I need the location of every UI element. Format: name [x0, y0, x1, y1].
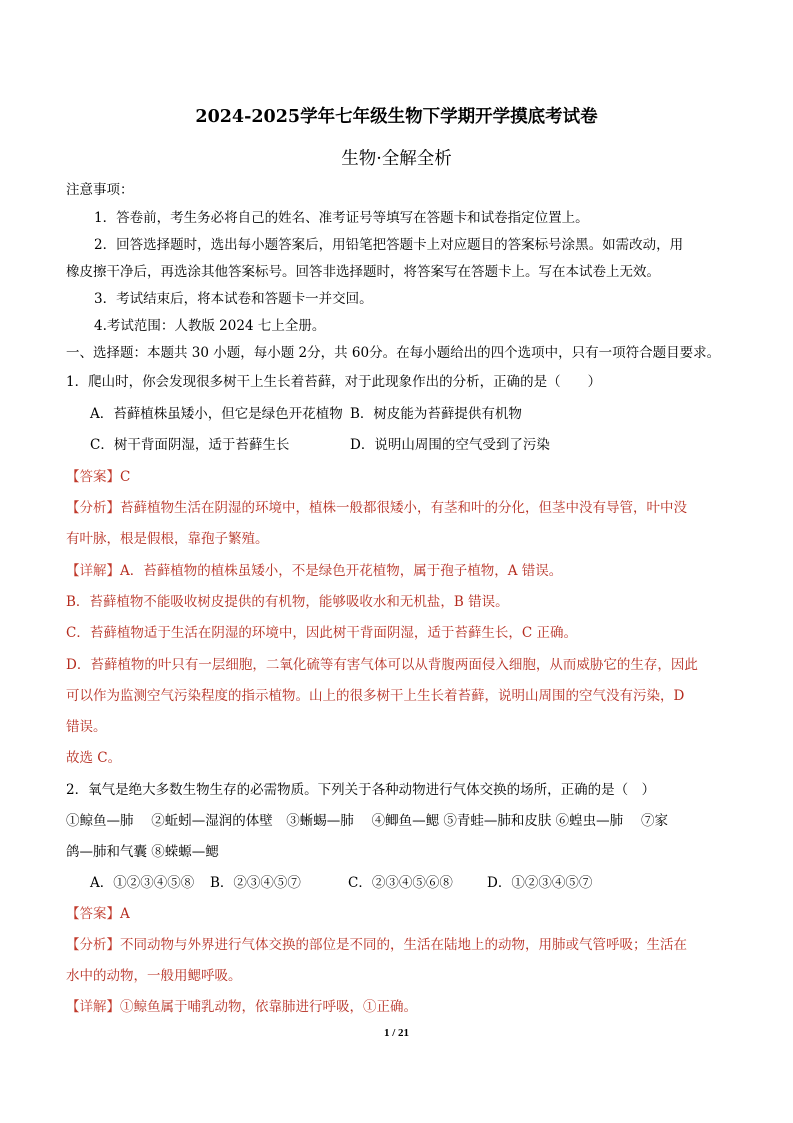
detail-tag: 【详解】	[66, 563, 120, 579]
notice-item-3: 3．考试结束后，将本试卷和答题卡一并交回。	[94, 291, 373, 307]
notice-item-2-cont: 橡皮擦干净后，再选涂其他答案标号。回答非选择题时，将答案写在答题卡上。写在本试卷上无效。	[66, 264, 660, 280]
page-number: 1 / 21	[383, 1027, 410, 1039]
q1-detail-d2: 可以作为监测空气污染程度的指示植物。山上的很多树干上生长着苔藓，说明山周围的空气没有污染，D	[66, 688, 685, 704]
notice-heading: 注意事项：	[66, 182, 134, 198]
q1-option-b: B．树皮能为苔藓提供有机物	[350, 406, 522, 422]
q2-option-b: B．②③④⑤⑦	[210, 875, 301, 891]
answer-value: A	[120, 906, 130, 922]
q1-detail	[66, 561, 562, 581]
q1-option-d: D．说明山周围的空气受到了污染	[350, 437, 550, 453]
section-heading: 一、选择题：本题共 30 小题，每小题 2分，共 60分。在每小题给出的四个选项中，只有一项符合题目要求。	[66, 345, 721, 361]
analysis-text: 不同动物与外界进行气体交换的部位是不同的，生活在陆地上的动物，用肺或气管呼吸；生活在	[120, 937, 687, 953]
notice-item-4: 4.考试范围：人教版 2024 七上全册。	[94, 318, 326, 334]
q2-analysis	[66, 935, 687, 955]
q2-option-a: A．①②③④⑤⑧	[90, 875, 195, 891]
q1-detail-b: B．苔藓植物不能吸收树皮提供的有机物，能够吸收水和无机盐，B 错误。	[66, 594, 509, 610]
q2-stem: 2．氧气是绝大多数生物生存的必需物质。下列关于各种动物进行气体交换的场所，正确的是（ ）	[66, 782, 656, 798]
detail-tag: 【详解】	[66, 999, 120, 1015]
q1-analysis-cont: 有叶脉，根是假根，靠孢子繁殖。	[66, 531, 269, 547]
analysis-tag: 【分析】	[66, 500, 120, 516]
q1-stem: 1．爬山时，你会发现很多树干上生长着苔藓，对于此现象作出的分析，正确的是（ ）	[66, 374, 602, 390]
q1-conclusion: 故选 C。	[66, 750, 122, 766]
q1-answer	[66, 467, 130, 487]
q2-option-c: C．②③④⑤⑥⑧	[348, 875, 453, 891]
q2-detail	[66, 997, 417, 1017]
analysis-tag: 【分析】	[66, 937, 120, 953]
detail-text: ①鲸鱼属于哺乳动物，依靠肺进行呼吸，①正确。	[120, 999, 417, 1015]
q1-detail-c: C．苔藓植物适于生活在阴湿的环境中，因此树干背面阴湿，适于苔藓生长，C 正确。	[66, 625, 577, 641]
q2-list-1: ①鲸鱼—肺 ②蚯蚓—湿润的体壁 ③蜥蜴—肺 ④鲫鱼—鳃 ⑤青蛙—肺和皮肤 ⑥蝗虫—肺 ⑦家	[66, 813, 668, 829]
q1-option-c: C．树干背面阴湿，适于苔藓生长	[90, 437, 290, 453]
notice-item-1: 1．答卷前，考生务必将自己的姓名、准考证号等填写在答题卡和试卷指定位置上。	[94, 210, 589, 226]
q2-list-2: 鸽—肺和气囊 ⑧蝾螈—鳃	[66, 844, 219, 860]
q2-option-d: D．①②③④⑤⑦	[487, 875, 593, 891]
answer-tag: 【答案】	[66, 469, 120, 485]
q1-analysis	[66, 498, 687, 518]
q1-detail-d3: 错误。	[66, 719, 107, 735]
q2-answer	[66, 904, 130, 924]
analysis-text: 苔藓植物生活在阴湿的环境中，植株一般都很矮小，有茎和叶的分化，但茎中没有导管，叶中没	[120, 500, 687, 516]
q2-analysis-cont: 水中的动物，一般用鳃呼吸。	[66, 968, 242, 984]
q1-detail-d1: D．苔藓植物的叶只有一层细胞，二氧化硫等有害气体可以从背腹两面侵入细胞，从而威胁它的生存，因此	[66, 657, 698, 673]
page-subtitle: 生物·全解全析	[341, 149, 452, 169]
page-title: 2024-2025学年七年级生物下学期开学摸底考试卷	[195, 107, 598, 127]
detail-text: A．苔藓植物的植株虽矮小，不是绿色开花植物，属于孢子植物，A 错误。	[120, 563, 563, 579]
notice-item-2: 2．回答选择题时，选出每小题答案后，用铅笔把答题卡上对应题目的答案标号涂黑。如需改动，用	[94, 237, 684, 253]
answer-value: C	[120, 469, 131, 485]
answer-tag: 【答案】	[66, 906, 120, 922]
q1-option-a: A．苔藓植株虽矮小，但它是绿色开花植物	[90, 406, 343, 422]
